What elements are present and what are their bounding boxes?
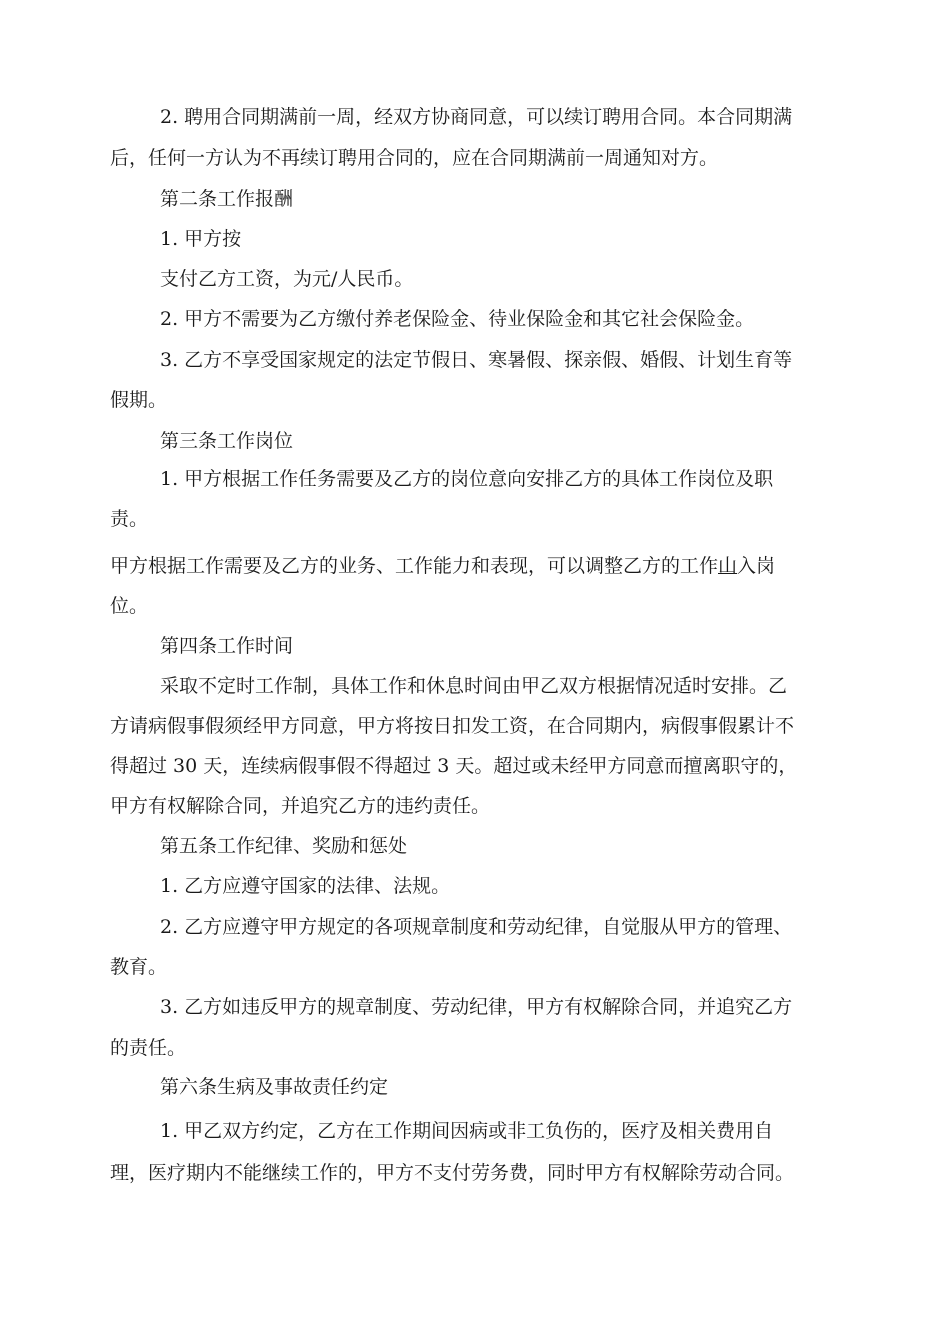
paragraph-line: 得超过 30 天，连续病假事假不得超过 3 天。超过或未经甲方同意而擅离职守的， — [110, 755, 798, 777]
paragraph-line — [110, 553, 775, 579]
paragraph-line: 采取不定时工作制，具体工作和休息时间由甲乙双方根据情况适时安排。乙 — [160, 675, 788, 697]
paragraph-line: 位。 — [110, 595, 149, 617]
paragraph-line: 理，医疗期内不能继续工作的，甲方不支付劳务费，同时甲方有权解除劳动合同。 — [110, 1162, 795, 1184]
paragraph-line: 1. 甲方根据工作任务需要及乙方的岗位意向安排乙方的具体工作岗位及职 — [160, 468, 774, 490]
paragraph-line: 假期。 — [110, 389, 168, 411]
section-heading: 第六条生病及事故责任约定 — [160, 1076, 389, 1098]
paragraph-line: 的责任。 — [110, 1037, 187, 1059]
paragraph-line: 1. 乙方应遵守国家的法律、法规。 — [160, 875, 451, 897]
section-heading: 第二条工作报酬 — [160, 188, 294, 210]
paragraph-line: 责。 — [110, 508, 149, 530]
paragraph-line: 2. 甲方不需要为乙方缴付养老保险金、待业保险金和其它社会保险金。 — [160, 308, 755, 330]
section-heading: 第三条工作岗位 — [160, 430, 294, 452]
paragraph-text: 入岗 — [737, 555, 776, 577]
paragraph-line: 支付乙方工资，为元/人民币。 — [160, 268, 414, 290]
paragraph-line: 2. 聘用合同期满前一周，经双方协商同意，可以续订聘用合同。本合同期满 — [160, 106, 793, 128]
paragraph-line: 1. 甲乙双方约定，乙方在工作期间因病或非工负伤的，医疗及相关费用自 — [160, 1120, 774, 1142]
underlined-text: 山 — [718, 555, 738, 577]
section-heading: 第四条工作时间 — [160, 635, 294, 657]
paragraph-line: 3. 乙方不享受国家规定的法定节假日、寒暑假、探亲假、婚假、计划生育等 — [160, 349, 793, 371]
paragraph-line: 1. 甲方按 — [160, 228, 242, 250]
paragraph-line: 教育。 — [110, 956, 168, 978]
section-heading: 第五条工作纪律、奖励和惩处 — [160, 835, 408, 857]
paragraph-line: 后，任何一方认为不再续订聘用合同的，应在合同期满前一周通知对方。 — [110, 147, 719, 169]
paragraph-line: 甲方有权解除合同，并追究乙方的违约责任。 — [110, 795, 491, 817]
paragraph-line: 2. 乙方应遵守甲方规定的各项规章制度和劳动纪律，自觉服从甲方的管理、 — [160, 916, 793, 938]
paragraph-line: 方请病假事假须经甲方同意，甲方将按日扣发工资，在合同期内，病假事假累计不 — [110, 715, 795, 737]
paragraph-text: 甲方根据工作需要及乙方的业务、工作能力和表现，可以调整乙方的工作 — [110, 555, 719, 577]
paragraph-line: 3. 乙方如违反甲方的规章制度、劳动纪律，甲方有权解除合同，并追究乙方 — [160, 996, 793, 1018]
